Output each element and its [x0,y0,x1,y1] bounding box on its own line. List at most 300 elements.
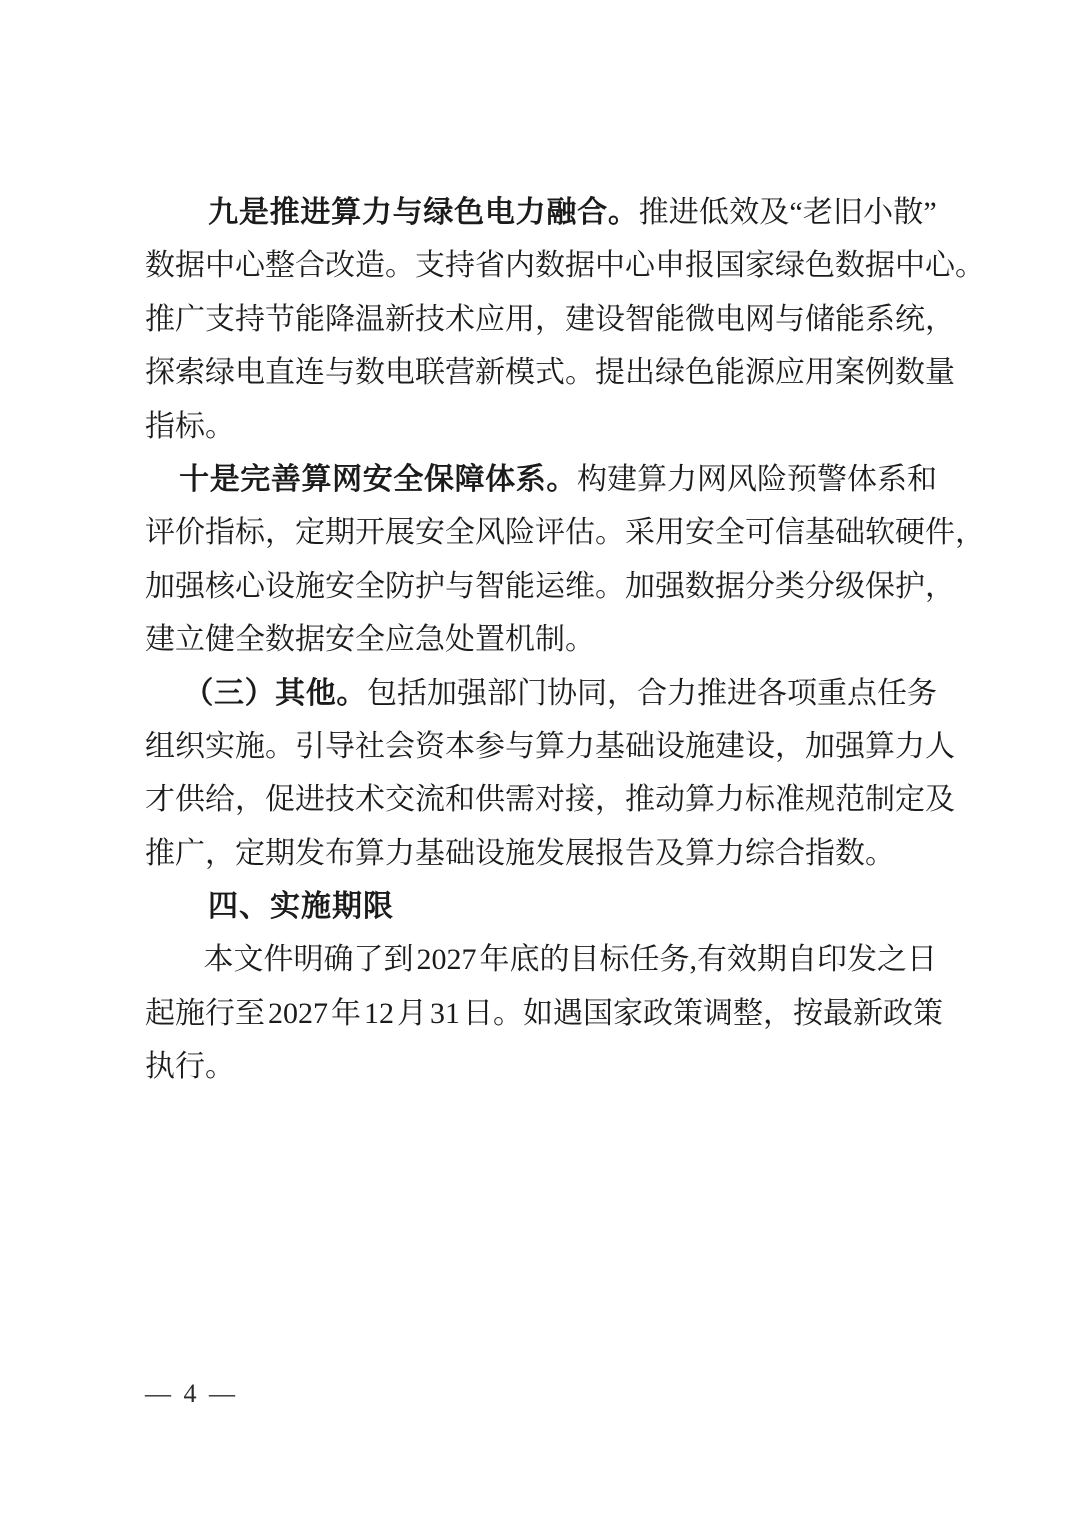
glyph: 进 [668,196,699,229]
glyph: 广 [175,836,205,870]
glyph: 维 [565,569,595,603]
glyph: 门 [517,676,547,710]
numeral: 12 [364,996,394,1030]
glyph: 探 [145,356,175,390]
paragraph-other [145,667,955,881]
glyph: 力 [565,729,595,763]
glyph: 散 [893,196,924,229]
glyph: 。 [865,836,895,870]
glyph: 智 [475,569,505,603]
glyph: 各 [757,676,787,710]
glyph: 用 [805,356,835,390]
glyph: 。 [336,676,367,710]
glyph: 体 [847,462,877,496]
glyph: 采 [625,516,655,550]
glyph: , [689,943,697,977]
text-line [145,827,937,880]
text-line [145,667,937,720]
glyph: 力 [667,462,697,496]
glyph: 连 [295,356,325,390]
glyph: 。 [385,249,415,283]
glyph: 全 [393,462,424,496]
text-line [145,346,955,399]
glyph: 安 [362,462,394,496]
glyph: 础 [625,729,655,763]
glyph: 体 [485,462,516,496]
page-number: — 4 — [145,1379,238,1408]
glyph: 量 [925,356,955,390]
glyph: 基 [415,836,445,870]
glyph: 资 [415,729,445,763]
glyph: 日 [907,943,937,977]
glyph: 进 [295,783,325,817]
glyph: 全 [355,623,385,657]
glyph: 务 [659,943,690,977]
glyph: 心 [625,249,655,283]
glyph: 同 [577,676,607,710]
glyph: 执 [145,1050,175,1084]
glyph: 合 [637,676,667,710]
glyph: 色 [805,249,835,283]
glyph: 了 [353,943,384,977]
glyph: 有 [697,943,727,977]
glyph: 小 [863,196,894,229]
glyph: 施 [175,996,205,1030]
glyph: 信 [775,516,805,550]
glyph: 发 [847,943,877,977]
glyph: 能 [835,302,865,336]
glyph: 电 [385,356,415,390]
glyph: 。 [595,569,625,603]
glyph: 是 [209,462,241,496]
glyph: 运 [535,569,565,603]
glyph: 与 [325,356,355,390]
glyph: 加 [625,569,655,603]
text-line [145,506,985,559]
numeral: 2027 [268,996,328,1030]
glyph: 三 [213,676,245,710]
glyph: 行 [205,996,235,1030]
glyph: 设 [655,729,685,763]
glyph: 立 [175,623,205,657]
glyph: 期 [757,943,787,977]
glyph: 预 [787,462,817,496]
glyph: 发 [295,836,325,870]
glyph: 点 [847,676,877,710]
glyph: 自 [787,943,817,977]
glyph: 本 [445,729,475,763]
glyph: 网 [745,302,775,336]
glyph: 报 [595,836,625,870]
glyph: ， [775,729,805,763]
glyph: 风 [475,516,505,550]
text-line [145,560,955,613]
glyph: ， [205,836,235,870]
glyph: 报 [685,249,715,283]
glyph: 确 [323,943,354,977]
text-line [145,773,955,826]
glyph: 强 [835,729,865,763]
glyph: 全 [715,516,745,550]
glyph: ， [607,676,637,710]
glyph: 告 [625,836,655,870]
glyph: 行 [175,1050,205,1084]
glyph: 效 [729,196,760,229]
glyph: 警 [817,462,847,496]
glyph: 支 [205,302,235,336]
glyph: 绿 [775,249,805,283]
glyph: ， [763,996,793,1030]
glyph: 据 [175,249,205,283]
glyph: “ [789,196,803,229]
glyph: 期 [325,516,355,550]
glyph: 风 [727,462,757,496]
glyph: 标 [599,943,630,977]
glyph: 设 [595,302,625,336]
glyph: 。 [205,1050,235,1084]
glyph: 才 [145,783,175,817]
glyph: 月 [397,996,427,1030]
glyph: 促 [265,783,295,817]
glyph: 供 [475,783,505,817]
glyph: 护 [895,569,925,603]
glyph: 防 [385,569,415,603]
text-line [145,453,937,506]
glyph: 低 [698,196,729,229]
glyph: 件 [263,943,294,977]
glyph: 括 [397,676,427,710]
glyph: 供 [175,783,205,817]
glyph: 力 [715,836,745,870]
glyph: 如 [523,996,553,1030]
glyph: 及 [655,836,685,870]
glyph: 推 [145,302,175,336]
glyph: 机 [505,623,535,657]
glyph: 国 [715,249,745,283]
glyph: 构 [577,462,607,496]
glyph: 微 [685,302,715,336]
glyph: 保 [423,462,455,496]
glyph: 提 [595,356,625,390]
glyph: 能 [715,356,745,390]
glyph: 部 [487,676,517,710]
glyph: 基 [595,729,625,763]
glyph: 估 [565,516,595,550]
glyph: 的 [539,943,570,977]
glyph: 降 [325,302,355,336]
numeral: 2027 [416,943,477,977]
glyph: 进 [727,676,757,710]
glyph: 推 [625,783,655,817]
glyph: 和 [907,462,937,496]
glyph: 。 [955,249,985,283]
glyph: 日 [463,996,493,1030]
glyph: 算 [685,836,715,870]
glyph: 数 [535,249,565,283]
glyph: 网 [697,462,727,496]
glyph: 安 [325,569,355,603]
glyph: 能 [505,569,535,603]
page-footer [145,1379,937,1409]
glyph: 心 [925,249,955,283]
glyph: 指 [205,516,235,550]
glyph: 旧 [832,196,863,229]
glyph: 织 [175,729,205,763]
glyph: 数 [145,249,175,283]
glyph: 推 [269,196,301,229]
glyph: 参 [475,729,505,763]
glyph: 遇 [553,996,583,1030]
glyph: 建 [607,462,637,496]
glyph: 技 [325,783,355,817]
glyph: 分 [805,569,835,603]
glyph: 险 [757,462,787,496]
glyph: 包 [367,676,397,710]
glyph: 支 [415,249,445,283]
glyph: 强 [457,676,487,710]
glyph: 展 [385,516,415,550]
glyph: 心 [235,569,265,603]
glyph: 系 [877,462,907,496]
glyph: 效 [727,943,757,977]
glyph: 接 [565,783,595,817]
glyph: ， [235,783,265,817]
text-line [145,400,937,453]
glyph: 。 [493,996,523,1030]
glyph: 制 [535,623,565,657]
glyph: 能 [655,302,685,336]
glyph: 标 [235,516,265,550]
glyph: 保 [865,569,895,603]
glyph: 指 [805,836,835,870]
glyph: 合 [775,836,805,870]
glyph: 绿 [205,356,235,390]
text-line [145,239,985,292]
glyph: 政 [643,996,673,1030]
glyph: 定 [895,783,925,817]
glyph: 引 [295,729,325,763]
glyph: 色 [454,196,485,229]
glyph: 改 [325,249,355,283]
glyph: 直 [265,356,295,390]
glyph: 善 [270,462,302,496]
glyph: 力 [515,196,547,229]
glyph: 核 [205,569,235,603]
glyph: 数 [835,249,865,283]
glyph: 推 [145,836,175,870]
glyph: 数 [265,623,295,657]
glyph: 用 [505,302,535,336]
glyph: 统 [895,302,925,336]
glyph: 建 [715,729,745,763]
text-line [145,720,955,773]
glyph: 力 [895,729,925,763]
glyph: 底 [509,943,540,977]
glyph: ” [923,196,937,229]
glyph: 案 [835,356,865,390]
glyph: 项 [787,676,817,710]
glyph: 任 [877,676,907,710]
glyph: 护 [415,569,445,603]
glyph: 合 [577,196,608,229]
glyph: 调 [703,996,733,1030]
section-heading-four [145,880,937,933]
glyph: 力 [361,196,393,229]
glyph: 。 [565,623,595,657]
glyph: 。 [595,516,625,550]
glyph: 施 [505,836,535,870]
glyph: 。 [546,462,577,496]
glyph: 十 [179,462,210,496]
glyph: 价 [175,516,205,550]
text-line [145,186,937,239]
glyph: 类 [775,569,805,603]
glyph: ， [925,302,955,336]
glyph: 节 [265,302,295,336]
glyph: 给 [205,783,235,817]
glyph: 评 [535,516,565,550]
glyph: 术 [445,302,475,336]
text-line [145,293,955,346]
glyph: 用 [655,516,685,550]
glyph: 模 [505,356,535,390]
glyph: 出 [625,356,655,390]
glyph: 印 [817,943,847,977]
glyph: 是 [238,196,270,229]
glyph: 系 [865,302,895,336]
paragraph-ten [145,453,985,667]
glyph: 中 [895,249,925,283]
glyph: 。 [205,409,235,443]
glyph: 基 [805,516,835,550]
glyph: 流 [415,783,445,817]
glyph: 级 [835,569,865,603]
glyph: 算 [865,729,895,763]
glyph: 加 [427,676,457,710]
glyph: ， [955,516,985,550]
glyph: ， [925,569,955,603]
glyph: 期 [265,836,295,870]
glyph: 准 [775,783,805,817]
glyph: 整 [733,996,763,1030]
glyph: 社 [355,729,385,763]
glyph: 全 [235,623,265,657]
glyph: 标 [745,783,775,817]
glyph: 据 [295,623,325,657]
glyph: 新 [853,996,883,1030]
glyph: 加 [805,729,835,763]
glyph: 据 [865,249,895,283]
glyph: 合 [295,249,325,283]
glyph: 布 [325,836,355,870]
glyph: 应 [775,356,805,390]
glyph: 算 [331,196,362,229]
glyph: 组 [145,729,175,763]
glyph: 造 [355,249,385,283]
glyph: 中 [205,249,235,283]
glyph: 策 [673,996,703,1030]
glyph: 务 [907,676,937,710]
glyph: 进 [300,196,331,229]
glyph: 强 [655,569,685,603]
glyph: 式 [535,356,565,390]
glyph: 省 [475,249,505,283]
glyph: 人 [925,729,955,763]
glyph: 九 [208,196,239,229]
glyph: 年 [331,996,361,1030]
glyph: 算 [301,462,333,496]
glyph: 及 [925,783,955,817]
glyph: 软 [865,516,895,550]
glyph: 其 [275,676,306,710]
glyph: 安 [325,623,355,657]
numeral: 31 [430,996,460,1030]
glyph: 家 [613,996,643,1030]
glyph: （ [183,676,214,710]
glyph: 建 [565,302,595,336]
glyph: 推 [697,676,727,710]
glyph: 与 [392,196,424,229]
text-line [145,1040,937,1093]
glyph: 技 [415,302,445,336]
paragraph-nine [145,186,985,453]
glyph: 国 [583,996,613,1030]
glyph: 新 [385,302,415,336]
glyph: 数 [355,356,385,390]
glyph: ， [535,302,565,336]
glyph: 绿 [655,356,685,390]
glyph: 温 [355,302,385,336]
document-body [145,186,985,1094]
glyph: 算 [637,462,667,496]
glyph: 协 [547,676,577,710]
glyph: 持 [235,302,265,336]
glyph: 智 [625,302,655,336]
glyph: 开 [355,516,385,550]
glyph: 据 [715,569,745,603]
glyph: 例 [865,356,895,390]
glyph: 础 [445,836,475,870]
glyph: 应 [385,623,415,657]
glyph: 力 [667,676,697,710]
glyph: 全 [355,569,385,603]
section-heading-four-label: 四、实施期限 [208,890,394,924]
glyph: 安 [415,516,445,550]
glyph: 源 [745,356,775,390]
glyph: 政 [883,996,913,1030]
text-line [145,613,937,666]
glyph: 综 [745,836,775,870]
paragraph-validity [145,933,943,1093]
glyph: 力 [385,836,415,870]
glyph: 色 [685,356,715,390]
glyph: 展 [565,836,595,870]
glyph: 老 [802,196,833,229]
glyph: 电 [484,196,516,229]
glyph: 心 [235,249,265,283]
text-line [145,933,937,986]
glyph: 索 [175,356,205,390]
glyph: 及 [759,196,790,229]
glyph: 网 [332,462,363,496]
glyph: 电 [235,356,265,390]
glyph: 至 [235,996,265,1030]
glyph: 整 [265,249,295,283]
glyph: 到 [383,943,414,977]
glyph: 中 [595,249,625,283]
glyph: 急 [415,623,445,657]
glyph: 申 [655,249,685,283]
